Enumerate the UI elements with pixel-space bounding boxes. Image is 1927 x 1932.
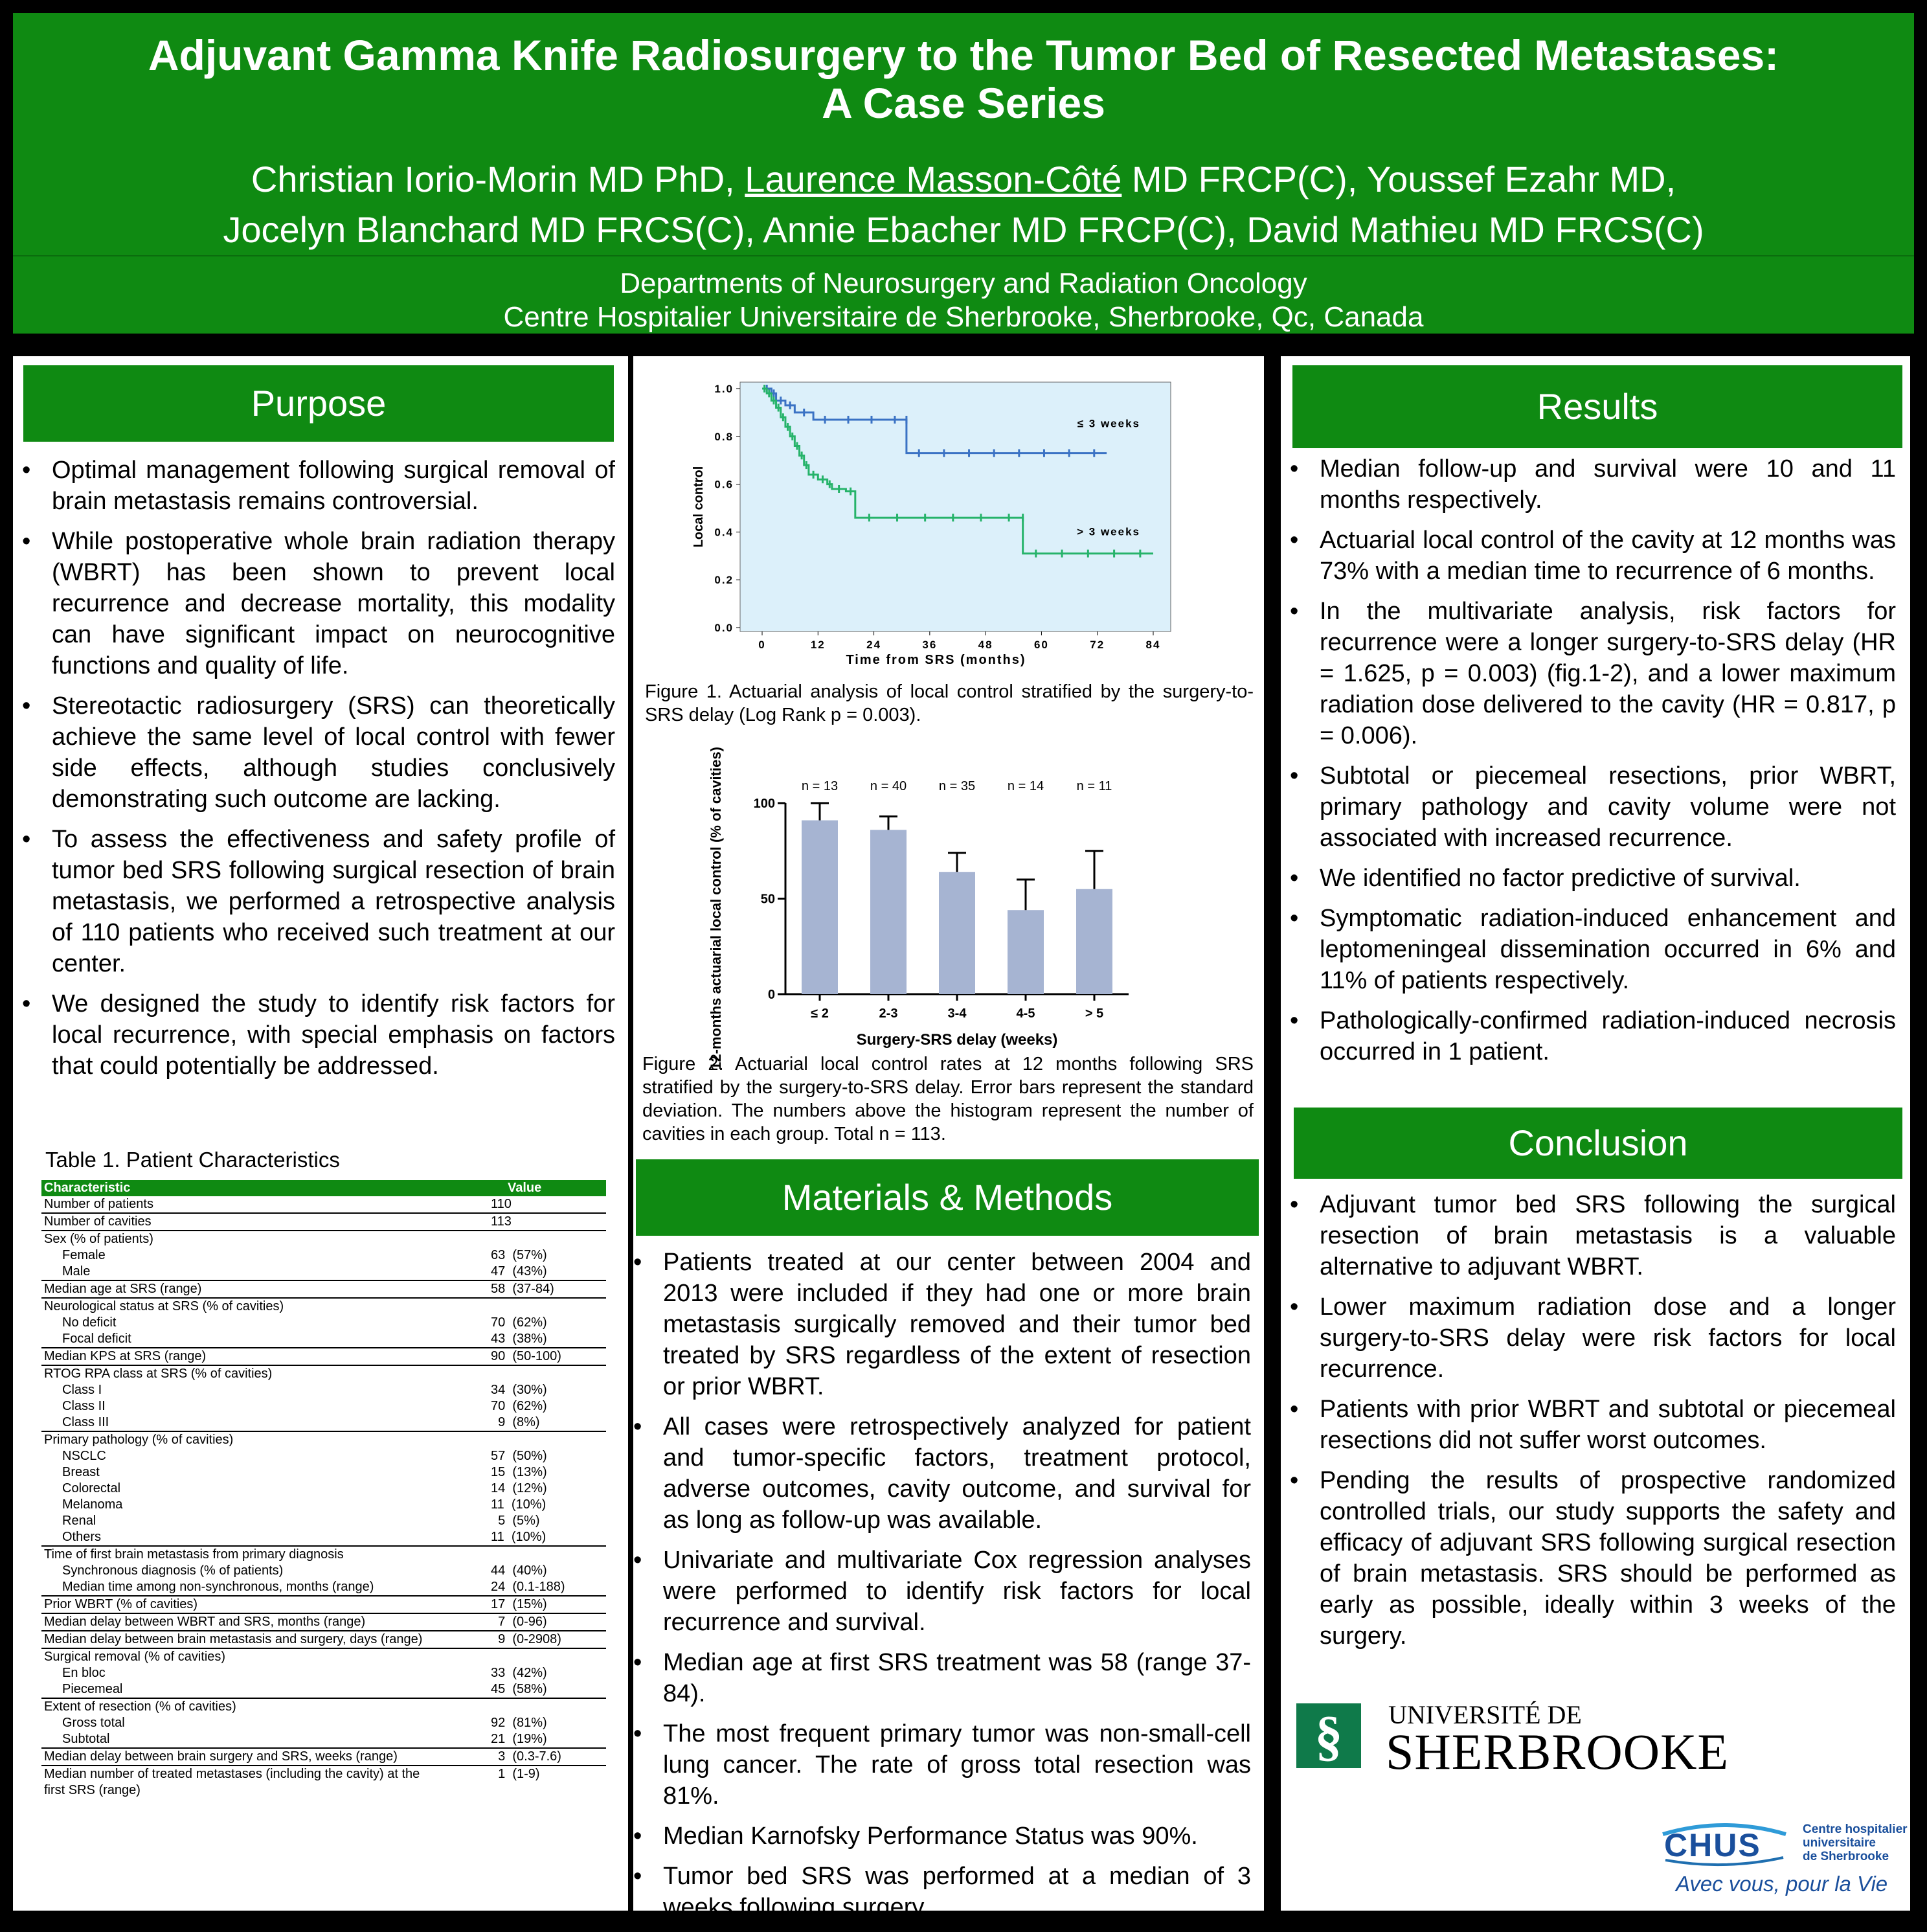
figure1-caption: Figure 1. Actuarial analysis of local control stratified by the surgery-to-SRS delay (Log Rank p = 0.003). (645, 681, 1254, 725)
row-label: Melanoma (62, 1497, 123, 1512)
chus-slogan: Avec vous, pour la Vie (1676, 1872, 1888, 1896)
row-value: 44 (40%) (491, 1563, 547, 1578)
row-label: Surgical removal (% of cavities) (44, 1650, 226, 1664)
table-row (41, 1766, 606, 1782)
row-label: Focal deficit (41, 1331, 488, 1348)
x-tick-label: 60 (1033, 639, 1049, 651)
bullet-item: • Patients treated at our center between 2004 and 2013 were included if they had one or more brain metastasis surgically removed and their tumor bed treated by SRS regardless of the extent of resection or prior WBRT. (633, 1247, 1251, 1402)
table-row (41, 1579, 606, 1596)
row-label: Median KPS at SRS (range) (41, 1348, 488, 1365)
table-row (41, 1563, 606, 1579)
x-axis-label: Surgery-SRS delay (weeks) (856, 1031, 1058, 1049)
x-tick-label: 36 (922, 639, 938, 651)
purpose-heading: Purpose (23, 365, 614, 442)
row-label: Class II (62, 1399, 106, 1413)
row-value (488, 1648, 606, 1665)
table-row (41, 1715, 606, 1731)
row-label: Male (41, 1264, 488, 1280)
row-label: Female (62, 1248, 106, 1262)
row-label: Primary pathology (% of cavities) (44, 1433, 234, 1447)
table-row (41, 1365, 606, 1382)
row-value: 21 (19%) (488, 1731, 606, 1748)
table-row (41, 1213, 606, 1231)
table-row (41, 1280, 606, 1298)
bullet-item: • To assess the effectiveness and safety profile of tumor bed SRS following surgical resection of brain metastasis, we performed a retrospective analysis of 110 patients who received such treatment at our center. (22, 824, 615, 979)
bullet-item: • Median age at first SRS treatment was 58 (range 37-84). (633, 1647, 1251, 1709)
methods-heading: Materials & Methods (636, 1159, 1259, 1236)
x-tick-label: 84 (1145, 639, 1161, 651)
methods-bullets (633, 1247, 1251, 1932)
row-label: Median age at SRS (range) (41, 1280, 488, 1298)
row-label: Number of patients (41, 1196, 488, 1213)
table-row (41, 1298, 606, 1315)
table-row (41, 1748, 606, 1766)
chus-name-line2: universitaire (1803, 1836, 1876, 1850)
row-value (488, 1298, 606, 1315)
row-label: Median time among non-synchronous, months (range) (41, 1579, 488, 1596)
udes-logo-mark (1296, 1703, 1361, 1768)
table-row (41, 1497, 606, 1513)
table-row (41, 1464, 606, 1481)
table-row (41, 1315, 606, 1331)
row-label: Gross total (62, 1716, 125, 1730)
table-row (41, 1529, 606, 1546)
row-label: NSCLC (62, 1449, 106, 1463)
middle-column (633, 356, 1264, 1921)
bullet-item: • Pending the results of prospective randomized controlled trials, our study supports the safety and efficacy of adjuvant SRS following surgical resection of brain metastasis. SRS should be performed as early as possible, ideally within 3 weeks of the surgery. (1290, 1465, 1896, 1652)
row-label: Median delay between brain surgery and SRS, weeks (range) (41, 1748, 488, 1766)
table-row (41, 1596, 606, 1613)
row-label: Piecemeal (41, 1681, 488, 1698)
bullet-item: • Subtotal or piecemeal resections, prior WBRT, primary pathology and cavity volume were not associated with increased recurrence. (1290, 760, 1896, 854)
table-row (41, 1546, 606, 1563)
affiliation-line-2: Centre Hospitalier Universitaire de Sherbrooke, Sherbrooke, Qc, Canada (503, 301, 1424, 333)
column-header-characteristic: Characteristic (41, 1180, 488, 1196)
row-label: Time of first brain metastasis from primary diagnosis (44, 1547, 344, 1562)
bar (870, 830, 907, 994)
table-row (41, 1196, 606, 1213)
right-column (1281, 356, 1910, 1911)
y-axis-label: Local control (692, 466, 706, 548)
affiliation-line-1: Departments of Neurosurgery and Radiation Oncology (620, 267, 1307, 299)
row-value: 57 (50%) (491, 1449, 547, 1463)
row-label: Others (41, 1529, 488, 1546)
bullet-item: • Stereotactic radiosurgery (SRS) can theoretically achieve the same level of local control with fewer side effects, although studies conclusively demonstrating such outcome are lacking. (22, 690, 615, 815)
row-value: 45 (58%) (488, 1681, 606, 1698)
row-label: Synchronous diagnosis (% of patients) (62, 1563, 284, 1578)
table-title: Table 1. Patient Characteristics (45, 1148, 340, 1172)
table-header-row (41, 1180, 606, 1196)
row-value: 17 (15%) (488, 1596, 606, 1613)
row-value: 5 (5%) (491, 1514, 540, 1528)
row-value: 70 (62%) (491, 1315, 547, 1330)
row-value (488, 1231, 606, 1247)
udes-logo-line2: SHERBROOKE (1386, 1723, 1730, 1780)
results-bullets (1290, 453, 1896, 1076)
table-row (41, 1431, 606, 1448)
affiliation (13, 267, 1914, 334)
conclusion-heading: Conclusion (1294, 1108, 1902, 1179)
x-tick-label: ≤ 2 (811, 1006, 829, 1021)
bullet-item: • Adjuvant tumor bed SRS following the surgical resection of brain metastasis is a valuable alternative to adjuvant WBRT. (1290, 1189, 1896, 1282)
n-label: n = 14 (1007, 779, 1044, 793)
bar (1008, 910, 1044, 994)
chus-name-line1: Centre hospitalier (1803, 1823, 1908, 1836)
table-row (41, 1415, 606, 1431)
row-label: Neurological status at SRS (% of cavities) (44, 1299, 284, 1313)
table-row (41, 1681, 606, 1698)
row-label: Median delay between WBRT and SRS, months (range) (41, 1613, 488, 1631)
row-value: 70 (62%) (491, 1399, 547, 1413)
row-value: 92 (81%) (491, 1716, 547, 1730)
row-label: No deficit (62, 1315, 117, 1330)
bullet-item: • Median Karnofsky Performance Status was 90%. (633, 1821, 1251, 1852)
y-tick-label: 0.0 (714, 622, 734, 634)
row-value: 110 (488, 1196, 606, 1213)
row-value: 3 (0.3-7.6) (488, 1748, 606, 1766)
udes-logo-line1: UNIVERSITÉ DE (1388, 1700, 1582, 1729)
x-tick-label: > 5 (1085, 1006, 1104, 1021)
bullet-item: • While postoperative whole brain radiation therapy (WBRT) has been shown to prevent local recurrence and decrease mortality, this modality can have significant impact on neurocognitive functions and quality of life. (22, 526, 615, 681)
y-tick-label: 1.0 (714, 383, 734, 395)
row-label: RTOG RPA class at SRS (% of cavities) (44, 1367, 273, 1381)
row-value: 9 (0-2908) (488, 1631, 606, 1648)
y-tick-label: 0 (767, 988, 775, 1002)
table-row (41, 1348, 606, 1365)
table-row (41, 1264, 606, 1280)
figure2-caption: Figure 2. Actuarial local control rates at 12 months following SRS stratified by the surgery-to-SRS delay. Error bars represent the standard deviation. The numbers above the histogram represent the number of cavities in each group. Total n = 113. (642, 1054, 1254, 1144)
row-value: 47 (43%) (488, 1264, 606, 1280)
x-tick-label: 48 (978, 639, 993, 651)
poster-header (13, 13, 1914, 334)
bullet-item: • We identified no factor predictive of survival. (1290, 863, 1896, 894)
title-line-2: A Case Series (822, 79, 1105, 127)
n-label: n = 40 (870, 779, 907, 793)
table-row (41, 1382, 606, 1398)
row-value (488, 1365, 606, 1382)
kaplan-meier-chart (666, 369, 1184, 693)
row-label: Class III (41, 1415, 488, 1431)
bullet-item: • Actuarial local control of the cavity at 12 months was 73% with a median time to recurrence of 6 months. (1290, 525, 1896, 587)
bullet-item: • Patients with prior WBRT and subtotal or piecemeal resections did not suffer worst outcomes. (1290, 1394, 1896, 1456)
row-value: 1 (1-9) (491, 1767, 540, 1781)
column-header-value: Value (488, 1180, 606, 1196)
row-value: 24 (0.1-188) (488, 1579, 606, 1596)
table-row (41, 1698, 606, 1715)
row-value: 63 (57%) (491, 1248, 547, 1262)
table-row (41, 1247, 606, 1264)
row-value (488, 1546, 606, 1563)
poster-title (13, 31, 1914, 127)
y-tick-label: 0.6 (714, 478, 734, 491)
row-label: Number of cavities (41, 1213, 488, 1231)
x-tick-label: 2-3 (879, 1006, 898, 1021)
bullet-item: • All cases were retrospectively analyzed for patient and tumor-specific factors, treatment protocol, adverse outcomes, cavity outcome, and survival for as long as follow-up was available. (633, 1411, 1251, 1536)
authors-line-1 (13, 154, 1914, 205)
row-label: Median number of treated metastases (including the cavity) at the (44, 1767, 420, 1781)
row-label: Renal (62, 1514, 96, 1528)
bullet-item: • In the multivariate analysis, risk factors for recurrence were a longer surgery-to-SRS delay (HR = 1.625, p = 0.003) (fig.1-2), and a lower maximum radiation dose delivered to the cavity (HR = 0.817, p = 0.006). (1290, 596, 1896, 751)
row-label: Breast (62, 1465, 100, 1479)
y-tick-label: 50 (760, 892, 775, 907)
x-tick-label: 72 (1090, 639, 1105, 651)
table-row (41, 1782, 606, 1799)
row-value: 43 (38%) (488, 1331, 606, 1348)
row-value: 14 (12%) (491, 1481, 547, 1495)
row-value: 11 (10%) (491, 1497, 547, 1512)
table-row (41, 1481, 606, 1497)
row-value: 11 (10%) (488, 1529, 606, 1546)
row-value (488, 1698, 606, 1715)
row-value: 58 (37-84) (488, 1280, 606, 1298)
table-row (41, 1448, 606, 1464)
table-row (41, 1731, 606, 1748)
x-tick-label: 3-4 (947, 1006, 967, 1021)
bar (1076, 889, 1112, 994)
row-value: 7 (0-96) (488, 1613, 606, 1631)
n-label: n = 13 (801, 779, 839, 793)
row-value: 9 (8%) (488, 1415, 606, 1431)
header-divider (13, 255, 1914, 256)
table-row (41, 1331, 606, 1348)
row-label: En bloc (62, 1666, 106, 1680)
row-label: Colorectal (62, 1481, 121, 1495)
table-row (41, 1648, 606, 1665)
table-row (41, 1665, 606, 1681)
row-label: Prior WBRT (% of cavities) (41, 1596, 488, 1613)
row-value: 15 (13%) (491, 1465, 547, 1479)
bar (802, 821, 838, 994)
y-tick-label: 100 (753, 797, 775, 811)
table-row (41, 1231, 606, 1247)
row-value: 34 (30%) (491, 1383, 547, 1397)
chus-logo (1656, 1820, 1792, 1865)
bullet-item: • Median follow-up and survival were 10 and 11 months respectively. (1290, 453, 1896, 516)
bullet-item: • Pathologically-confirmed radiation-induced necrosis occurred in 1 patient. (1290, 1005, 1896, 1067)
bullet-item: • The most frequent primary tumor was non-small-cell lung cancer. The rate of gross total resection was 81%. (633, 1718, 1251, 1812)
table-row (41, 1398, 606, 1415)
chus-name-line3: de Sherbrooke (1803, 1850, 1889, 1863)
left-column (13, 356, 628, 1911)
row-value (488, 1431, 606, 1448)
bullet-item: • We designed the study to identify risk factors for local recurrence, with special emphasis on factors that could potentially be addressed. (22, 988, 615, 1082)
bullet-item: • Lower maximum radiation dose and a longer surgery-to-SRS delay were risk factors for local recurrence. (1290, 1291, 1896, 1385)
chus-wordmark: CHUS (1664, 1827, 1761, 1863)
bullet-item: • Univariate and multivariate Cox regression analyses were performed to identify risk factors for local recurrence and survival. (633, 1545, 1251, 1638)
author-text: Christian Iorio-Morin MD PhD, (251, 159, 745, 199)
title-line-1: Adjuvant Gamma Knife Radiosurgery to the Tumor Bed of Resected Metastases: (148, 31, 1779, 79)
results-heading: Results (1292, 365, 1902, 448)
bullet-item: • Symptomatic radiation-induced enhancement and leptomeningeal dissemination occurred in 6% and 11% of patients respectively. (1290, 903, 1896, 996)
row-value (488, 1782, 606, 1799)
row-label: Sex (% of patients) (44, 1232, 153, 1246)
authors-line-2: Jocelyn Blanchard MD FRCS(C), Annie Ebacher MD FRCP(C), David Mathieu MD FRCS(C) (223, 209, 1704, 250)
author-list (13, 154, 1914, 255)
x-tick-label: 12 (810, 639, 826, 651)
presenting-author: Laurence Masson-Côté (745, 159, 1122, 199)
y-tick-label: 0.2 (714, 574, 734, 587)
bullet-item: • Optimal management following surgical removal of brain metastasis remains controversial. (22, 455, 615, 517)
row-value: 113 (488, 1213, 606, 1231)
row-label: Extent of resection (% of cavities) (44, 1699, 236, 1714)
chus-name (1803, 1823, 1908, 1863)
row-label: first SRS (range) (44, 1783, 141, 1797)
series-label: > 3 weeks (1077, 525, 1140, 538)
conclusion-bullets (1290, 1189, 1896, 1661)
y-tick-label: 0.8 (714, 430, 734, 443)
y-axis-label: 12-months actuarial local control (% of cavities) (708, 747, 724, 1070)
x-tick-label: 0 (758, 639, 766, 651)
row-value: 90 (50-100) (488, 1348, 606, 1365)
bar (939, 872, 975, 994)
n-label: n = 11 (1076, 779, 1112, 793)
row-value: 33 (42%) (491, 1666, 547, 1680)
bar-chart (666, 747, 1158, 1070)
bullet-item: • Tumor bed SRS was performed at a median of 3 weeks following surgery. (633, 1861, 1251, 1923)
n-label: n = 35 (938, 779, 976, 793)
author-text: MD FRCP(C), Youssef Ezahr MD, (1121, 159, 1676, 199)
row-label: Subtotal (41, 1731, 488, 1748)
x-tick-label: 24 (866, 639, 882, 651)
udes-s-icon: § (1314, 1705, 1343, 1767)
table-row (41, 1613, 606, 1631)
row-label: Median delay between brain metastasis and surgery, days (range) (41, 1631, 488, 1648)
y-tick-label: 0.4 (714, 526, 734, 539)
purpose-bullets (22, 455, 615, 1091)
table-row (41, 1631, 606, 1648)
series-label: ≤ 3 weeks (1077, 417, 1140, 430)
x-axis-label: Time from SRS (months) (846, 653, 1026, 667)
x-tick-label: 4-5 (1016, 1006, 1035, 1021)
row-label: Class I (62, 1383, 102, 1397)
table-row (41, 1513, 606, 1529)
patient-characteristics-table (41, 1180, 606, 1799)
